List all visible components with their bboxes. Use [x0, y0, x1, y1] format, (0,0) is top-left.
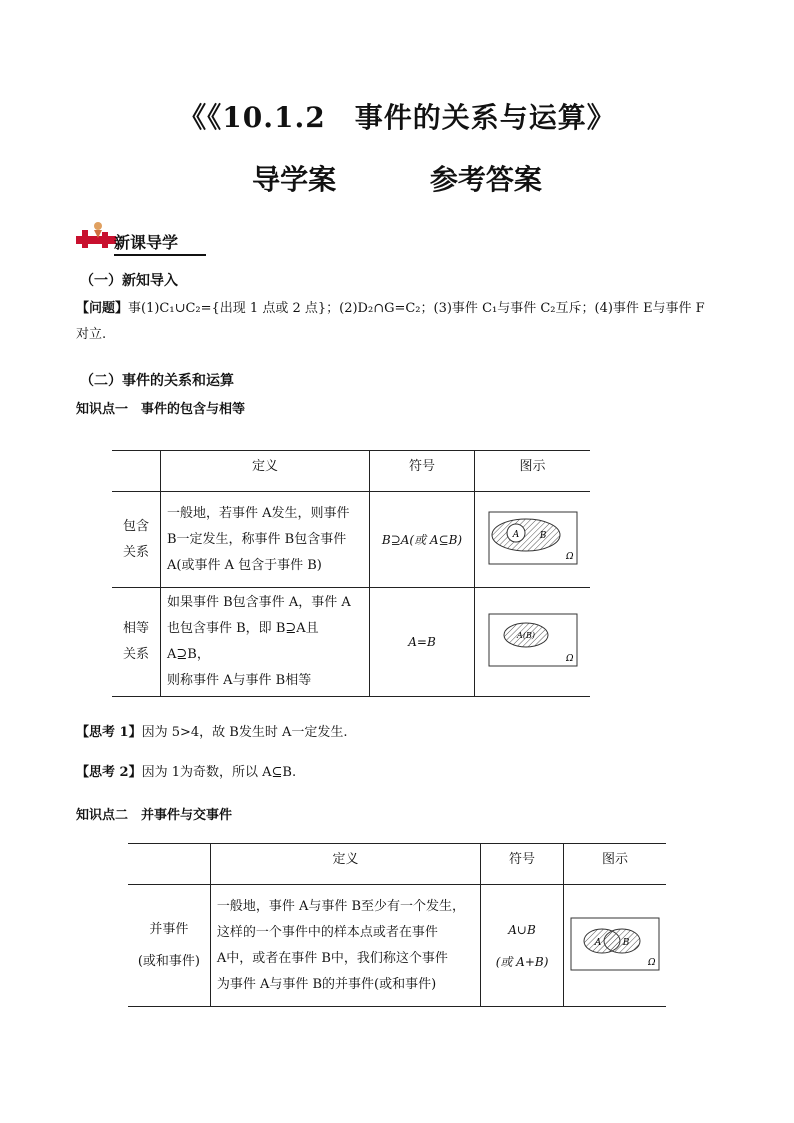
- question-paragraph: [76, 296, 726, 348]
- think2-tag: 【思考 2】: [76, 765, 142, 780]
- header-definition: 定义: [210, 844, 480, 885]
- svg-text:Ω: Ω: [565, 654, 573, 664]
- think1-text: 因为 5>4，故 B发生时 A一定发生.: [141, 725, 348, 740]
- header-diagram: 图示: [475, 451, 591, 492]
- row-definition: 如果事件 B包含事件 A，事件 A 也包含事件 B，即 B⊇A且 A⊇B， 则称事件 A与事件 B相等: [161, 588, 370, 697]
- table-row: [112, 492, 590, 588]
- section-label: 新课导学: [114, 230, 206, 256]
- kp1-table: [112, 450, 590, 697]
- table-header-row: [112, 451, 590, 492]
- row-diagram: [475, 492, 591, 588]
- header-empty: [128, 844, 210, 885]
- part2-heading: （二）事件的关系和运算: [80, 373, 234, 389]
- row-label: 相等 关系: [112, 588, 161, 697]
- svg-text:A: A: [512, 529, 519, 540]
- row-definition: 一般地，若事件 A发生，则事件 B一定发生，称事件 B包含事件 A(或事件 A 包含于事件 B): [161, 492, 370, 588]
- row-definition: 一般地，事件 A与事件 B至少有一个发生， 这样的一个事件中的样本点或者在事件 A中，或者在事件 B中，我们称这个事件 为事件 A与事件 B的并事件(或和事件): [210, 885, 480, 1007]
- row-symbol: A∪B (或 A+B): [481, 885, 564, 1007]
- venn-union-diagram: [570, 917, 660, 971]
- header-empty: [112, 451, 161, 492]
- venn-subset-diagram: [488, 511, 578, 565]
- svg-text:A(B): A(B): [516, 631, 535, 640]
- title-guide: 导学案: [252, 163, 337, 196]
- header-symbol: 符号: [481, 844, 564, 885]
- table-row: [112, 588, 590, 697]
- venn-equal-diagram: [488, 613, 578, 667]
- doc-title-line2: [0, 158, 794, 198]
- part1-heading: （一）新知导入: [80, 273, 178, 289]
- row-symbol: B⊇A(或 A⊆B): [370, 492, 475, 588]
- question-tag: 【问题】: [76, 301, 129, 316]
- kp2-title: 知识点二 并事件与交事件: [76, 808, 233, 823]
- row-diagram: [475, 588, 591, 697]
- row-symbol: A=B: [370, 588, 475, 697]
- think1-tag: 【思考 1】: [76, 725, 142, 740]
- row-label: 并事件 (或和事件): [128, 885, 210, 1007]
- question-text: 事(1)C₁∪C₂={出现 1 点或 2 点}；(2)D₂∩G=C₂；(3)事件 C₁与事件 C₂互斥；(4)事件 E与事件 F: [128, 301, 705, 316]
- svg-text:A: A: [594, 937, 602, 948]
- header-definition: 定义: [161, 451, 370, 492]
- svg-text:B: B: [539, 530, 546, 541]
- think2: [76, 760, 726, 786]
- header-symbol: 符号: [370, 451, 475, 492]
- svg-text:Ω: Ω: [565, 551, 573, 562]
- doc-title-line1: 《《10.1.2 事件的关系与运算》: [178, 101, 616, 134]
- svg-text:Ω: Ω: [648, 957, 656, 968]
- question-text-continued: 对立.: [76, 327, 107, 342]
- title-answers: 参考答案: [429, 163, 542, 196]
- section-header: [76, 220, 206, 254]
- svg-text:B: B: [622, 937, 630, 948]
- row-diagram: [564, 885, 667, 1007]
- header-diagram: 图示: [564, 844, 667, 885]
- row-label: 包含 关系: [112, 492, 161, 588]
- table-row: [128, 885, 666, 1007]
- think1: [76, 720, 726, 746]
- kp2-table: [128, 843, 666, 1007]
- think2-text: 因为 1为奇数，所以 A⊆B.: [141, 765, 297, 780]
- kp1-title: 知识点一 事件的包含与相等: [76, 402, 246, 417]
- table-header-row: [128, 844, 666, 885]
